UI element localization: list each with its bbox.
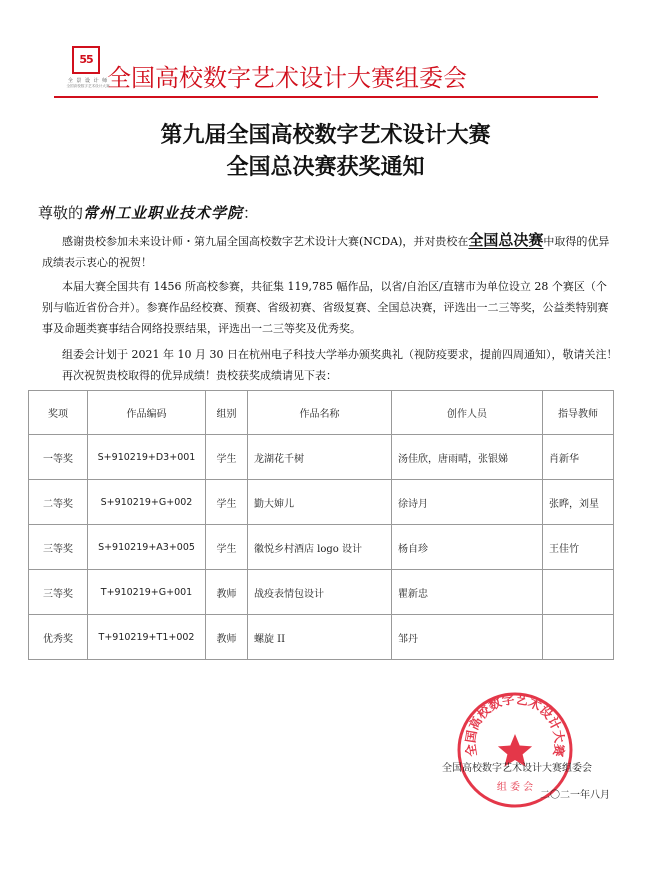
cell-code: S+910219+D3+001 (88, 435, 206, 480)
award-table (28, 390, 614, 660)
competition-summary-paragraph: 本届大赛全国共有 1456 所高校参赛，共征集 119,785 幅作品，以省/自治区/直辖市为单位设立 28 个赛区（个别与临近省份合并）。参赛作品经校赛、预赛、省级初赛、省级复赛、全国总决赛，评选出一二三等奖，公益类特别赛事及命题类赛事结合网络投票结果，评选出一二三等奖及优秀奖。 (42, 280, 609, 335)
cell-work: 螺旋 II (248, 615, 392, 660)
document-title: 第九届全国高校数字艺术设计大赛 (160, 123, 491, 148)
cell-creators: 瞿新忠 (392, 570, 543, 615)
cell-work: 勤大婶儿 (248, 480, 392, 525)
thanks-text-a: 感谢贵校参加未来设计师・第九届全国高校数字艺术设计大赛(NCDA)，并对贵校在 (62, 235, 469, 248)
cell-group: 教师 (206, 615, 248, 660)
signature-date: 二〇二一年八月 (540, 790, 610, 801)
header-advisors: 指导教师 (543, 391, 614, 435)
cell-group: 学生 (206, 525, 248, 570)
cell-award: 优秀奖 (29, 615, 88, 660)
table-header-row (29, 391, 614, 435)
salutation (38, 202, 258, 223)
cell-award: 二等奖 (29, 480, 88, 525)
signature-organization: 全国高校数字艺术设计大赛组委会 (442, 763, 592, 774)
header-code: 作品编码 (88, 391, 206, 435)
thanks-paragraph (42, 230, 615, 273)
cell-group: 教师 (206, 570, 248, 615)
cell-creators: 徐诗月 (392, 480, 543, 525)
thanks-text-b: 中取得的优异成绩表示衷心的祝贺！ (42, 235, 610, 269)
seal-ring-text: 全国高校数字艺术设计大赛 (462, 691, 568, 758)
header-work: 作品名称 (248, 391, 392, 435)
cell-code: S+910219+G+002 (88, 480, 206, 525)
cell-award: 三等奖 (29, 570, 88, 615)
cell-work: 徽悦乡村酒店 logo 设计 (248, 525, 392, 570)
table-row (29, 570, 614, 615)
school-name: 常州工业职业技术学院 (83, 204, 244, 222)
logo-caption: 全 景 设 计 师 (67, 78, 109, 84)
cell-award: 三等奖 (29, 525, 88, 570)
header-award: 奖项 (29, 391, 88, 435)
salutation-prefix: 尊敬的 (38, 204, 84, 222)
table-row (29, 480, 614, 525)
ceremony-paragraph: 组委会计划于 2021 年 10 月 30 日在杭州电子科技大学举办颁奖典礼（视防疫要求，提前四周通知），敬请关注！ (62, 348, 618, 361)
cell-advisors: 张晔，刘星 (543, 480, 614, 525)
organizer-header-title: 全国高校数字艺术设计大赛组委会 (107, 64, 467, 92)
table-row (29, 435, 614, 480)
cell-group: 学生 (206, 435, 248, 480)
cell-code: S+910219+A3+005 (88, 525, 206, 570)
cell-work: 龙湖花千树 (248, 435, 392, 480)
cell-award: 一等奖 (29, 435, 88, 480)
table-row (29, 525, 614, 570)
competition-stage: 全国总决赛 (468, 231, 544, 249)
logo-mark: 55 (72, 46, 100, 74)
logo-subcaption: 全国高校数字艺术设计大赛 (66, 84, 110, 88)
header-creators: 创作人员 (392, 391, 543, 435)
cell-code: T+910219+G+001 (88, 570, 206, 615)
cell-creators: 汤佳欣，唐雨晴，张银娣 (392, 435, 543, 480)
header-group: 组别 (206, 391, 248, 435)
cell-creators: 杨自珍 (392, 525, 543, 570)
cell-code: T+910219+T1+002 (88, 615, 206, 660)
cell-advisors (543, 615, 614, 660)
cell-group: 学生 (206, 480, 248, 525)
cell-advisors: 王佳竹 (543, 525, 614, 570)
seal-bottom-text: 组 委 会 (496, 782, 534, 793)
cell-creators: 邹丹 (392, 615, 543, 660)
document-subtitle: 全国总决赛获奖通知 (226, 155, 425, 180)
table-row (29, 615, 614, 660)
cell-advisors (543, 570, 614, 615)
results-intro-paragraph: 再次祝贺贵校取得的优异成绩！贵校获奖成绩请见下表： (62, 369, 337, 382)
header-divider (54, 96, 598, 98)
cell-advisors: 肖新华 (543, 435, 614, 480)
salutation-suffix: ： (243, 204, 259, 222)
cell-work: 战疫表情包设计 (248, 570, 392, 615)
